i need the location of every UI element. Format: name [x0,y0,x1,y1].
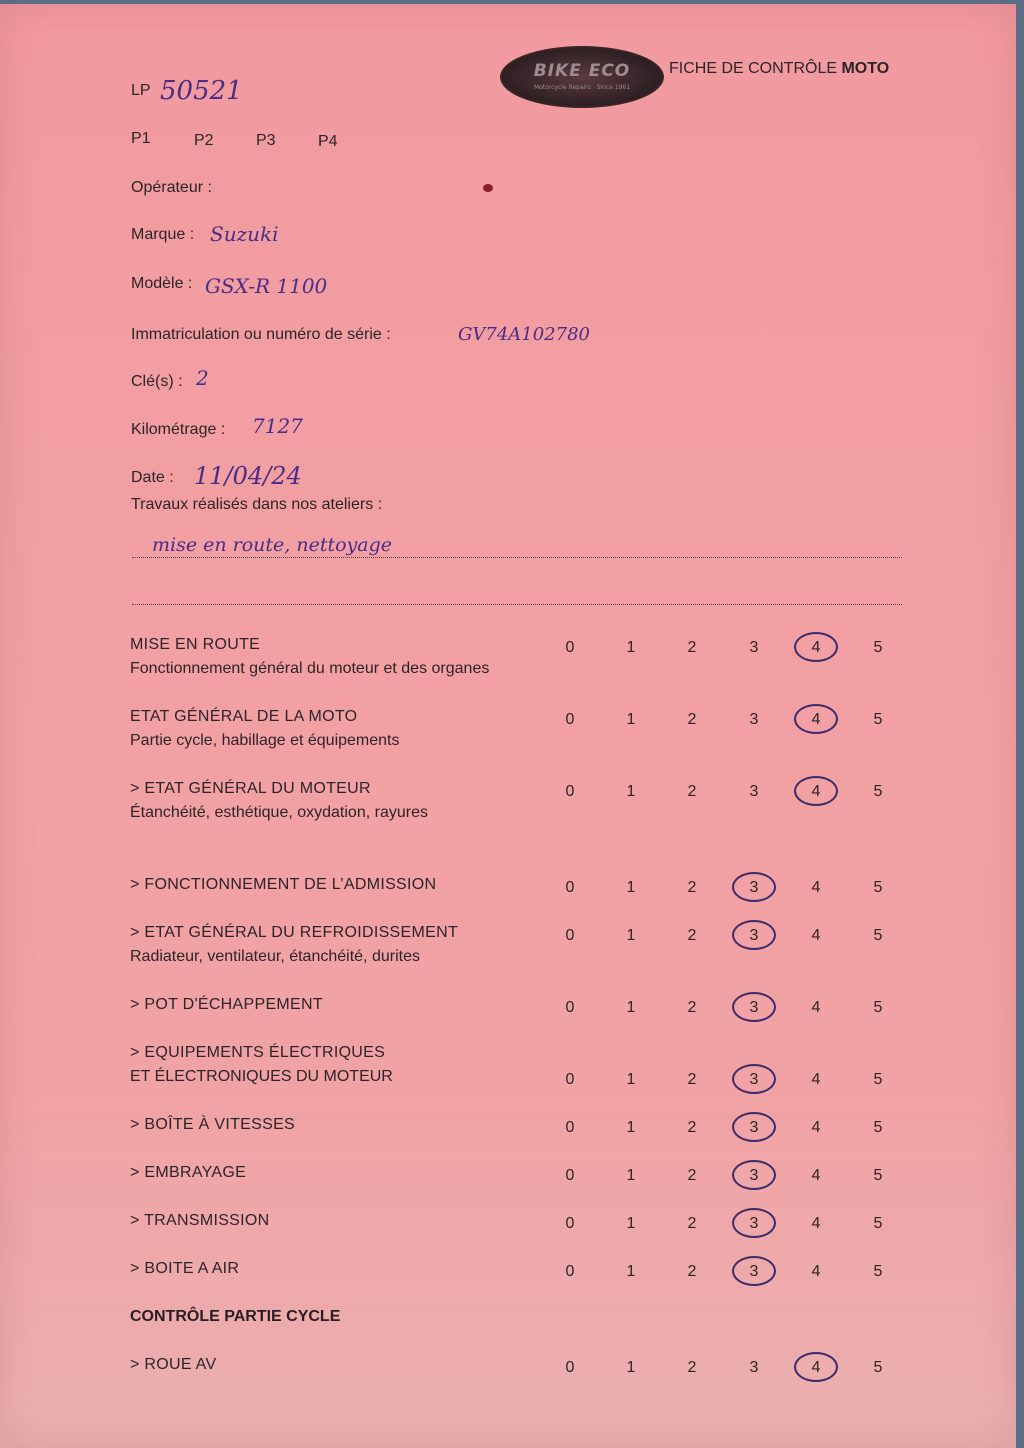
row-title: > BOÎTE À VITESSES [130,1116,296,1133]
row-score-4[interactable]: 4 [811,1263,821,1280]
lp-value: 50521 [160,76,243,106]
lp-label: LP [131,82,151,99]
row-score-1[interactable]: 1 [626,1263,636,1280]
date-value: 11/04/24 [194,462,302,490]
row-selected-circle [794,704,838,734]
sheet-title [669,60,889,78]
row-title: > TRANSMISSION [130,1212,270,1229]
row-score-3[interactable]: 3 [749,1071,759,1088]
row-title: MISE EN ROUTE [130,636,261,653]
row-score-0[interactable]: 0 [565,1071,575,1088]
row-selected-circle [732,1256,776,1286]
row-selected-circle [732,872,776,902]
cycle-row-selected-circle [794,1352,838,1382]
row-score-3[interactable]: 3 [749,711,759,728]
row-score-0[interactable]: 0 [565,1119,575,1136]
row-score-4[interactable]: 4 [811,711,821,728]
row-score-1[interactable]: 1 [626,927,636,944]
sheet-title-prefix: FICHE DE CONTRÔLE [669,60,842,77]
position-p2: P2 [194,132,214,149]
row-score-3[interactable]: 3 [749,927,759,944]
row-score-1[interactable]: 1 [626,879,636,896]
row-title: > ETAT GÉNÉRAL DU MOTEUR [130,780,371,797]
keys-label: Clé(s) : [131,373,183,390]
works-dotted-line-1 [132,557,902,558]
logo-subtitle: Motorcycle Repairs · Since 1961 [533,84,631,91]
serial-value: GV74A102780 [458,324,590,345]
row-subtitle: Fonctionnement général du moteur et des organes [130,660,490,677]
cycle-row-score-0[interactable]: 0 [565,1359,575,1376]
row-title: ETAT GÉNÉRAL DE LA MOTO [130,708,358,725]
position-p3: P3 [256,132,276,149]
row-score-5[interactable]: 5 [873,711,883,728]
cycle-row-score-4[interactable]: 4 [811,1359,821,1376]
model-value: GSX-R 1100 [205,274,328,298]
section-heading-cycle: CONTRÔLE PARTIE CYCLE [130,1308,341,1325]
row-score-1[interactable]: 1 [626,1167,636,1184]
row-score-0[interactable]: 0 [565,783,575,800]
row-score-2[interactable]: 2 [687,1263,697,1280]
operator-label: Opérateur : [131,179,212,196]
row-score-4[interactable]: 4 [811,1071,821,1088]
row-selected-circle [732,920,776,950]
row-score-0[interactable]: 0 [565,1263,575,1280]
row-score-0[interactable]: 0 [565,1215,575,1232]
works-value: mise en route, nettoyage [152,534,393,556]
position-p4: P4 [318,133,338,150]
row-score-0[interactable]: 0 [565,639,575,656]
row-score-2[interactable]: 2 [687,999,697,1016]
row-score-3[interactable]: 3 [749,1263,759,1280]
row-score-1[interactable]: 1 [626,1071,636,1088]
row-score-2[interactable]: 2 [687,1071,697,1088]
row-score-4[interactable]: 4 [811,1167,821,1184]
date-label: Date : [131,469,174,486]
row-score-5[interactable]: 5 [873,927,883,944]
row-score-5[interactable]: 5 [873,1263,883,1280]
row-title: > BOITE A AIR [130,1260,240,1277]
row-score-3[interactable]: 3 [749,783,759,800]
row-subtitle: Partie cycle, habillage et équipements [130,732,400,749]
row-score-4[interactable]: 4 [811,783,821,800]
bike-eco-logo [500,46,664,108]
row-score-4[interactable]: 4 [811,639,821,656]
cycle-row-score-1[interactable]: 1 [626,1359,636,1376]
row-score-4[interactable]: 4 [811,927,821,944]
row-score-2[interactable]: 2 [687,879,697,896]
row-score-3[interactable]: 3 [749,1167,759,1184]
brand-label: Marque : [131,226,195,243]
row-score-5[interactable]: 5 [873,999,883,1016]
row-score-4[interactable]: 4 [811,1215,821,1232]
row-score-5[interactable]: 5 [873,1215,883,1232]
row-score-5[interactable]: 5 [873,1071,883,1088]
row-selected-circle [732,1208,776,1238]
row-score-0[interactable]: 0 [565,1167,575,1184]
logo-name: BIKE ECO [533,61,631,81]
row-score-1[interactable]: 1 [626,1215,636,1232]
cycle-row-score-3[interactable]: 3 [749,1359,759,1376]
row-title: > POT D'ÉCHAPPEMENT [130,996,323,1013]
model-label: Modèle : [131,275,193,292]
brand-value: Suzuki [210,222,279,246]
row-score-1[interactable]: 1 [626,711,636,728]
serial-label: Immatriculation ou numéro de série : [131,326,391,343]
row-title: > FONCTIONNEMENT DE L’ADMISSION [130,876,437,893]
row-score-3[interactable]: 3 [749,879,759,896]
row-score-0[interactable]: 0 [565,711,575,728]
keys-value: 2 [196,366,209,390]
ink-stain [483,184,493,192]
row-score-2[interactable]: 2 [687,1215,697,1232]
position-p1: P1 [131,130,151,147]
row-title: > EQUIPEMENTS ÉLECTRIQUES [130,1044,386,1061]
cycle-row-title: > ROUE AV [130,1356,217,1373]
row-score-3[interactable]: 3 [749,1215,759,1232]
row-subtitle: ET ÉLECTRONIQUES DU MOTEUR [130,1068,393,1085]
row-score-2[interactable]: 2 [687,927,697,944]
row-score-2[interactable]: 2 [687,1167,697,1184]
row-title: > EMBRAYAGE [130,1164,247,1181]
row-score-5[interactable]: 5 [873,1167,883,1184]
row-score-3[interactable]: 3 [749,639,759,656]
row-score-5[interactable]: 5 [873,879,883,896]
row-score-1[interactable]: 1 [626,639,636,656]
works-label: Travaux réalisés dans nos ateliers : [131,496,383,513]
row-score-0[interactable]: 0 [565,927,575,944]
row-score-5[interactable]: 5 [873,1119,883,1136]
row-score-3[interactable]: 3 [749,999,759,1016]
row-selected-circle [732,1112,776,1142]
row-subtitle: Étanchéité, esthétique, oxydation, rayures [130,804,428,821]
row-subtitle: Radiateur, ventilateur, étanchéité, durites [130,948,420,965]
row-selected-circle [794,632,838,662]
row-selected-circle [794,776,838,806]
row-score-4[interactable]: 4 [811,999,821,1016]
cycle-row-score-5[interactable]: 5 [873,1359,883,1376]
row-score-4[interactable]: 4 [811,1119,821,1136]
row-title: > ETAT GÉNÉRAL DU REFROIDISSEMENT [130,924,459,941]
cycle-row-score-2[interactable]: 2 [687,1359,697,1376]
row-score-2[interactable]: 2 [687,1119,697,1136]
row-selected-circle [732,1064,776,1094]
row-score-0[interactable]: 0 [565,879,575,896]
mileage-label: Kilométrage : [131,421,226,438]
row-score-3[interactable]: 3 [749,1119,759,1136]
row-selected-circle [732,992,776,1022]
row-selected-circle [732,1160,776,1190]
row-score-0[interactable]: 0 [565,999,575,1016]
row-score-5[interactable]: 5 [873,639,883,656]
row-score-2[interactable]: 2 [687,639,697,656]
row-score-1[interactable]: 1 [626,999,636,1016]
sheet-title-bold: MOTO [841,60,890,77]
row-score-2[interactable]: 2 [687,783,697,800]
row-score-4[interactable]: 4 [811,879,821,896]
row-score-1[interactable]: 1 [626,783,636,800]
row-score-2[interactable]: 2 [687,711,697,728]
inspection-sheet [0,4,1016,1448]
works-dotted-line-2 [132,604,902,605]
row-score-5[interactable]: 5 [873,783,883,800]
mileage-value: 7127 [252,414,303,438]
row-score-1[interactable]: 1 [626,1119,636,1136]
